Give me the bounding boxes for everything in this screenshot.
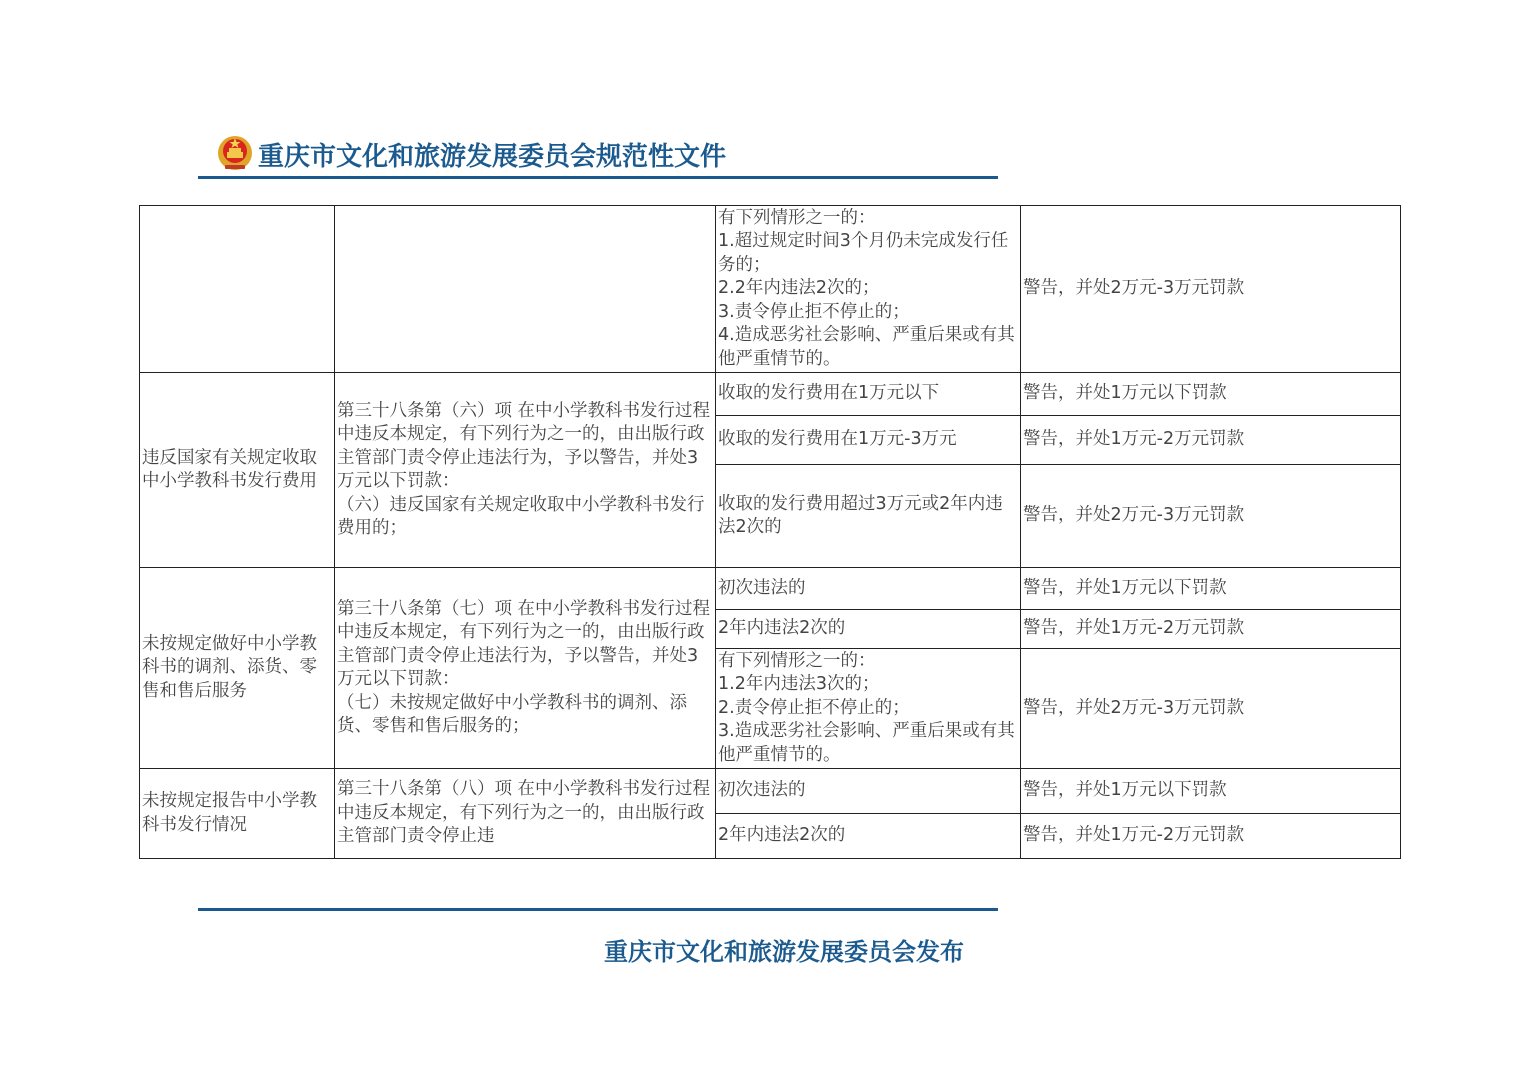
condition-cell: 有下列情形之一的： 1.超过规定时间3个月仍未完成发行任务的； 2.2年内违法2次的； 3.责令停止拒不停止的； 4.造成恶劣社会影响、严重后果或有其他严重情节的。 xyxy=(716,206,1021,373)
violation-cell: 违反国家有关规定收取中小学教科书发行费用 xyxy=(140,373,335,568)
condition-cell: 收取的发行费用超过3万元或2年内违法2次的 xyxy=(716,465,1021,568)
national-emblem-icon xyxy=(216,132,254,172)
penalty-cell: 警告，并处1万元以下罚款 xyxy=(1021,769,1401,814)
violation-cell: 未按规定报告中小学教科书发行情况 xyxy=(140,769,335,859)
legal-basis-cell xyxy=(335,206,716,373)
violation-cell: 未按规定做好中小学教科书的调剂、添货、零售和售后服务 xyxy=(140,568,335,769)
condition-cell: 初次违法的 xyxy=(716,568,1021,610)
footer-rule xyxy=(198,908,998,911)
document-header-title: 重庆市文化和旅游发展委员会规范性文件 xyxy=(258,142,727,172)
table-row xyxy=(140,568,1401,610)
penalty-standards-table xyxy=(139,205,1401,859)
condition-cell: 初次违法的 xyxy=(716,769,1021,814)
header-rule xyxy=(198,176,998,179)
condition-cell: 收取的发行费用在1万元以下 xyxy=(716,373,1021,416)
penalty-cell: 警告，并处2万元-3万元罚款 xyxy=(1021,649,1401,769)
table-row xyxy=(140,373,1401,416)
condition-cell: 有下列情形之一的： 1.2年内违法3次的； 2.责令停止拒不停止的； 3.造成恶劣社会影响、严重后果或有其他严重情节的。 xyxy=(716,649,1021,769)
penalty-cell: 警告，并处2万元-3万元罚款 xyxy=(1021,206,1401,373)
condition-cell: 2年内违法2次的 xyxy=(716,610,1021,649)
table-row xyxy=(140,206,1401,373)
condition-cell: 2年内违法2次的 xyxy=(716,814,1021,859)
table-row xyxy=(140,769,1401,814)
legal-basis-cell: 第三十八条第（八）项 在中小学教科书发行过程中违反本规定，有下列行为之一的，由出版行政主管部门责令停止违 xyxy=(335,769,716,859)
violation-cell xyxy=(140,206,335,373)
condition-cell: 收取的发行费用在1万元-3万元 xyxy=(716,416,1021,465)
penalty-cell: 警告，并处1万元以下罚款 xyxy=(1021,568,1401,610)
penalty-cell: 警告，并处1万元-2万元罚款 xyxy=(1021,610,1401,649)
penalty-cell: 警告，并处1万元以下罚款 xyxy=(1021,373,1401,416)
legal-basis-cell: 第三十八条第（七）项 在中小学教科书发行过程中违反本规定，有下列行为之一的，由出版行政主管部门责令停止违法行为，予以警告，并处3万元以下罚款： （七）未按规定做好中小学教科书的调剂、添货、零售和售后服务的； xyxy=(335,568,716,769)
penalty-cell: 警告，并处1万元-2万元罚款 xyxy=(1021,814,1401,859)
legal-basis-cell: 第三十八条第（六）项 在中小学教科书发行过程中违反本规定，有下列行为之一的，由出版行政主管部门责令停止违法行为，予以警告，并处3万元以下罚款： （六）违反国家有关规定收取中小学教科书发行费用的； xyxy=(335,373,716,568)
publisher-footer: 重庆市文化和旅游发展委员会发布 xyxy=(604,937,964,966)
penalty-cell: 警告，并处1万元-2万元罚款 xyxy=(1021,416,1401,465)
penalty-cell: 警告，并处2万元-3万元罚款 xyxy=(1021,465,1401,568)
